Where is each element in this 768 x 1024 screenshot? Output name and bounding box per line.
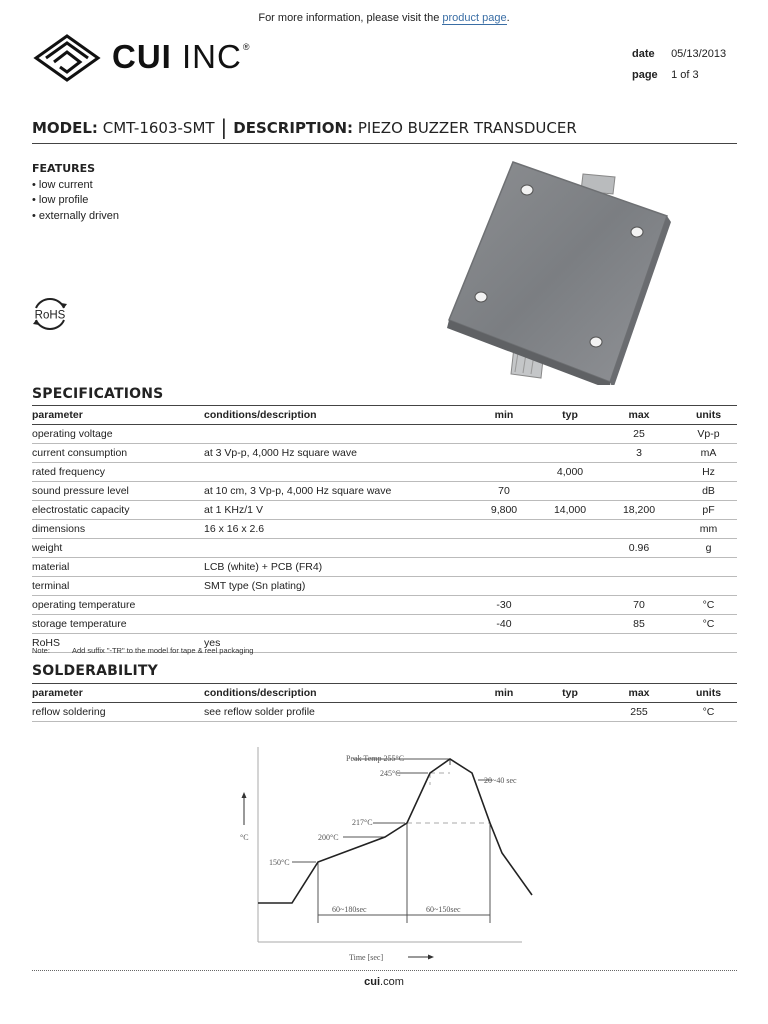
- cell-max: [598, 463, 680, 482]
- label-peak-temp: Peak Temp 255°C: [346, 754, 405, 763]
- cell-typ: [542, 615, 598, 634]
- cell-typ: [542, 577, 598, 596]
- cell-parameter: material: [32, 558, 204, 577]
- cell-conditions: yes: [204, 634, 466, 653]
- cell-min: [466, 558, 542, 577]
- header-parameter: parameter: [32, 684, 204, 703]
- date-value: 05/13/2013: [671, 48, 727, 60]
- cell-min: [466, 425, 542, 444]
- cell-conditions: LCB (white) + PCB (FR4): [204, 558, 466, 577]
- cell-max: 0.96: [598, 539, 680, 558]
- product-image: [445, 160, 675, 385]
- cell-conditions: [204, 463, 466, 482]
- cell-typ: 14,000: [542, 501, 598, 520]
- right-arrow-head-icon: [428, 955, 434, 960]
- cell-typ: [542, 596, 598, 615]
- cell-units: [680, 577, 737, 596]
- header-parameter: parameter: [32, 406, 204, 425]
- label-245: 245°C: [380, 769, 401, 778]
- description-label: DESCRIPTION:: [233, 119, 354, 137]
- cell-max: 70: [598, 596, 680, 615]
- label-window: 20~40 sec: [484, 776, 517, 785]
- doc-meta: [632, 44, 726, 86]
- top-note-suffix: .: [506, 12, 510, 24]
- cell-min: 70: [466, 482, 542, 501]
- header-conditions: conditions/description: [204, 406, 466, 425]
- cell-parameter: current consumption: [32, 444, 204, 463]
- features-title: FEATURES: [32, 162, 96, 175]
- table-row: [32, 615, 737, 634]
- cell-units: g: [680, 539, 737, 558]
- table-header-row: [32, 406, 737, 425]
- footer-divider: [32, 970, 737, 971]
- cell-conditions: [204, 615, 466, 634]
- model-label: MODEL:: [32, 119, 98, 137]
- page-value: 1 of 3: [671, 69, 699, 81]
- cell-min: [466, 634, 542, 653]
- header-max: max: [598, 684, 680, 703]
- reflow-profile-diagram: [240, 745, 540, 970]
- cell-typ: [542, 444, 598, 463]
- cell-max: 25: [598, 425, 680, 444]
- cell-min: [466, 444, 542, 463]
- profile-x-label: Time [sec]: [349, 953, 384, 962]
- feature-item: • low profile: [32, 194, 89, 206]
- header-max: max: [598, 406, 680, 425]
- cell-units: °C: [680, 615, 737, 634]
- features-list: [32, 178, 119, 225]
- model-value: CMT-1603-SMT: [102, 119, 215, 137]
- cell-min: [466, 539, 542, 558]
- header-units: units: [680, 406, 737, 425]
- table-note: [32, 646, 275, 655]
- top-note-text: For more information, please visit the: [258, 12, 443, 24]
- up-arrow-head-icon: [242, 792, 247, 798]
- cell-units: dB: [680, 482, 737, 501]
- cell-units: mA: [680, 444, 737, 463]
- header-min: min: [466, 406, 542, 425]
- cell-max: 3: [598, 444, 680, 463]
- table-row: [32, 482, 737, 501]
- cell-parameter: operating voltage: [32, 425, 204, 444]
- cell-parameter: weight: [32, 539, 204, 558]
- cell-min: [466, 520, 542, 539]
- cell-conditions: [204, 596, 466, 615]
- cell-units: [680, 634, 737, 653]
- cell-min: [466, 577, 542, 596]
- model-header: [32, 114, 737, 144]
- cell-typ: [542, 425, 598, 444]
- cell-units: °C: [680, 703, 737, 722]
- cell-units: Hz: [680, 463, 737, 482]
- cell-parameter: RoHS: [32, 634, 204, 653]
- cell-typ: 4,000: [542, 463, 598, 482]
- table-row: [32, 703, 737, 722]
- cell-max: 18,200: [598, 501, 680, 520]
- cell-min: 9,800: [466, 501, 542, 520]
- cell-typ: [542, 482, 598, 501]
- header-typ: typ: [542, 684, 598, 703]
- cell-parameter: rated frequency: [32, 463, 204, 482]
- cell-units: pF: [680, 501, 737, 520]
- label-above-liquidus: 60~150sec: [426, 905, 461, 914]
- cell-parameter: electrostatic capacity: [32, 501, 204, 520]
- cell-units: Vp-p: [680, 425, 737, 444]
- label-preheat: 60~180sec: [332, 905, 367, 914]
- label-150: 150°C: [269, 858, 290, 867]
- table-header-row: [32, 684, 737, 703]
- table-row: [32, 501, 737, 520]
- cell-parameter: operating temperature: [32, 596, 204, 615]
- cell-max: 85: [598, 615, 680, 634]
- date-label: date: [632, 48, 655, 60]
- table-row: [32, 577, 737, 596]
- cell-max: [598, 634, 680, 653]
- cell-min: [466, 703, 542, 722]
- table-row: [32, 520, 737, 539]
- registered-mark: ®: [242, 42, 251, 52]
- cell-conditions: [204, 539, 466, 558]
- table-row: [32, 444, 737, 463]
- cell-max: [598, 558, 680, 577]
- description-value: PIEZO BUZZER TRANSDUCER: [357, 119, 577, 137]
- cell-conditions: at 3 Vp-p, 4,000 Hz square wave: [204, 444, 466, 463]
- cell-max: [598, 520, 680, 539]
- specifications-table: [32, 405, 737, 653]
- cell-parameter: sound pressure level: [32, 482, 204, 501]
- table-row: [32, 558, 737, 577]
- cell-typ: [542, 539, 598, 558]
- cell-parameter: storage temperature: [32, 615, 204, 634]
- cell-max: [598, 577, 680, 596]
- cell-min: -30: [466, 596, 542, 615]
- cell-units: [680, 558, 737, 577]
- cell-conditions: SMT type (Sn plating): [204, 577, 466, 596]
- cell-typ: [542, 558, 598, 577]
- note-text: Add suffix "-TR" to the model for tape & reel packaging: [71, 646, 254, 655]
- cell-conditions: at 1 KHz/1 V: [204, 501, 466, 520]
- header-min: min: [466, 684, 542, 703]
- footer-rest: .com: [380, 976, 404, 988]
- cell-min: [466, 463, 542, 482]
- feature-item: • low current: [32, 178, 93, 191]
- note-label: Note:: [32, 646, 50, 655]
- features-section: [32, 161, 119, 224]
- cell-typ: [542, 520, 598, 539]
- solderability-table: [32, 683, 737, 722]
- cell-typ: [542, 703, 598, 722]
- page-label: page: [632, 69, 658, 81]
- table-row: [32, 596, 737, 615]
- cell-conditions: see reflow solder profile: [204, 703, 466, 722]
- brand-bold: CUI: [112, 38, 172, 75]
- cell-conditions: 16 x 16 x 2.6: [204, 520, 466, 539]
- specifications-title: SPECIFICATIONS: [32, 386, 164, 402]
- cell-conditions: at 10 cm, 3 Vp-p, 4,000 Hz square wave: [204, 482, 466, 501]
- profile-y-unit: °C: [240, 833, 249, 842]
- brand-light: INC: [182, 38, 242, 75]
- label-217: 217°C: [352, 818, 373, 827]
- cell-parameter: terminal: [32, 577, 204, 596]
- header-separator: |: [220, 115, 228, 139]
- cui-logo-icon: [32, 32, 102, 84]
- header-conditions: conditions/description: [204, 684, 466, 703]
- cell-parameter: dimensions: [32, 520, 204, 539]
- solderability-title: SOLDERABILITY: [32, 663, 159, 679]
- cell-min: -40: [466, 615, 542, 634]
- cell-units: °C: [680, 596, 737, 615]
- cell-max: [598, 482, 680, 501]
- product-page-link[interactable]: product page: [442, 12, 507, 24]
- footer: [0, 976, 768, 988]
- label-200: 200°C: [318, 833, 339, 842]
- header-units: units: [680, 684, 737, 703]
- cell-parameter: reflow soldering: [32, 703, 204, 722]
- rohs-logo-text: RoHS: [34, 309, 66, 322]
- brand-wordmark: [112, 38, 251, 76]
- spec-rows: [32, 425, 737, 653]
- header-typ: typ: [542, 406, 598, 425]
- table-row: [32, 539, 737, 558]
- solder-rows: [32, 703, 737, 722]
- cell-typ: [542, 634, 598, 653]
- footer-bold: cui: [364, 976, 381, 988]
- rohs-logo-icon: [30, 296, 70, 332]
- cell-units: mm: [680, 520, 737, 539]
- cell-max: 255: [598, 703, 680, 722]
- table-row: [32, 463, 737, 482]
- top-note: [0, 12, 768, 24]
- table-row: [32, 425, 737, 444]
- feature-item: • externally driven: [32, 209, 120, 222]
- cell-conditions: [204, 425, 466, 444]
